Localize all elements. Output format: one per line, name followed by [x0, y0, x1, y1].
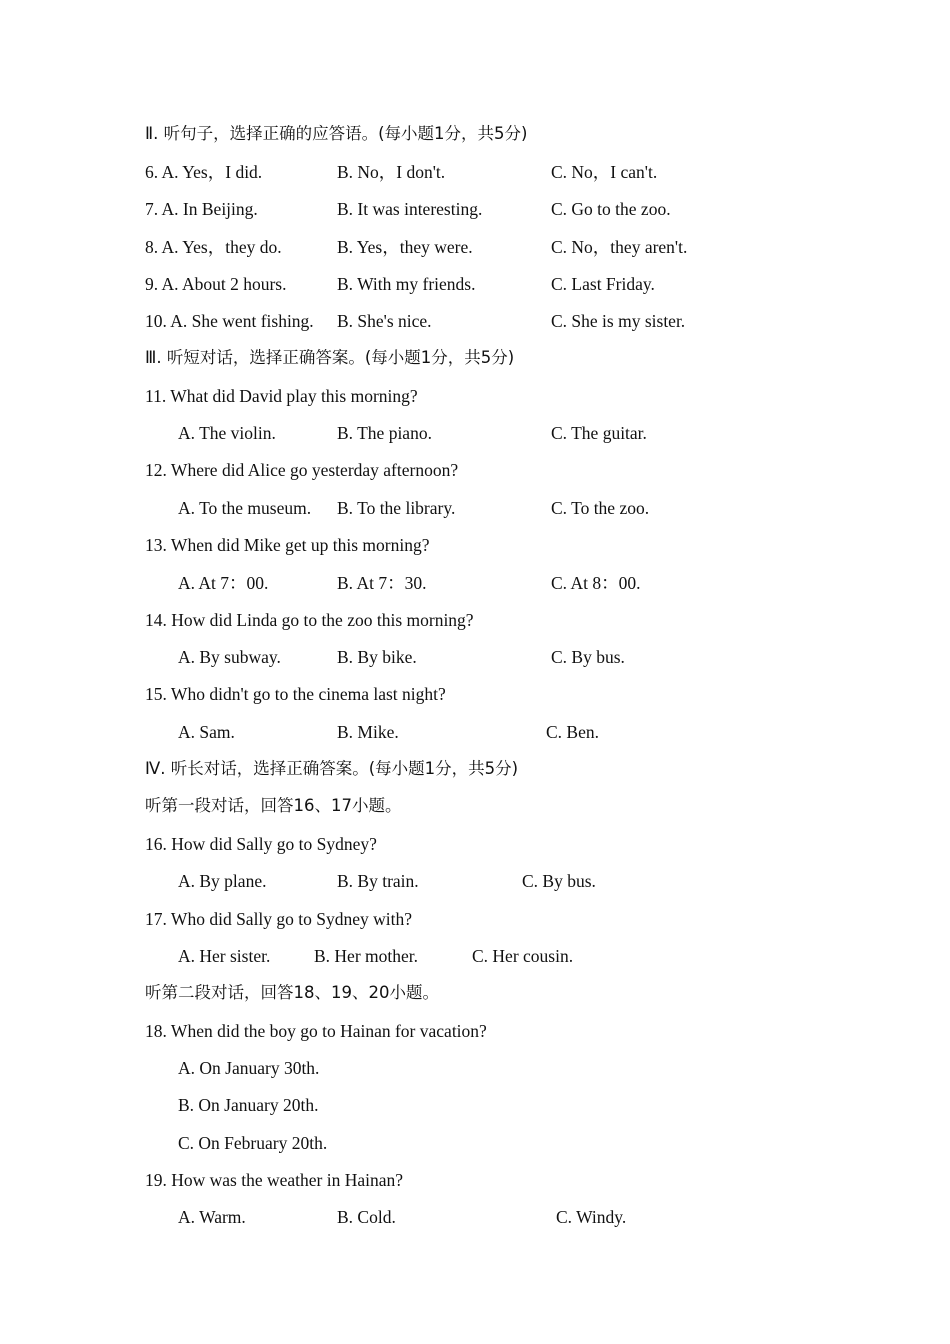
option-c: C. Ben. [546, 722, 599, 742]
option-c: C. Last Friday. [551, 274, 655, 294]
question-6 [0, 159, 950, 185]
option-c: C. Go to the zoo. [551, 199, 671, 219]
option-b: B. Cold. [337, 1207, 396, 1227]
part-2-intro-text: 听第二段对话，回答18、19、20小题。 [145, 983, 439, 1002]
question-12-options [0, 495, 950, 521]
option-c: C. No，I can't. [551, 162, 658, 182]
part-1-intro-text: 听第一段对话，回答16、17小题。 [145, 796, 402, 815]
question-17-stem [0, 906, 950, 932]
question-19-options [0, 1204, 950, 1230]
option-c: C. At 8：00. [551, 573, 641, 593]
question-19-stem [0, 1167, 950, 1193]
option-b: B. To the library. [337, 498, 456, 518]
part-2-intro [0, 980, 950, 1006]
question-16-options [0, 868, 950, 894]
question-text: 14. How did Linda go to the zoo this morning? [145, 610, 474, 630]
question-12-stem [0, 457, 950, 483]
question-14-stem [0, 607, 950, 633]
question-text: 17. Who did Sally go to Sydney with? [145, 909, 413, 929]
section-3-title-text: Ⅲ. 听短对话，选择正确答案。(每小题1分，共5分) [145, 348, 515, 367]
section-4-title [0, 756, 950, 782]
option-b: B. By bike. [337, 647, 417, 667]
question-text: 11. What did David play this morning? [145, 386, 418, 406]
option-a: A. Warm. [178, 1207, 246, 1227]
question-13-options [0, 570, 950, 596]
question-14-options [0, 644, 950, 670]
option-b: B. No，I don't. [337, 162, 446, 182]
question-18-option-a [0, 1055, 950, 1081]
question-15-stem [0, 681, 950, 707]
option-a: 10. A. She went fishing. [145, 311, 314, 331]
question-17-options [0, 943, 950, 969]
question-text: 16. How did Sally go to Sydney? [145, 834, 377, 854]
question-15-options [0, 719, 950, 745]
question-8 [0, 234, 950, 260]
question-18-stem [0, 1018, 950, 1044]
option-c: C. Windy. [556, 1207, 627, 1227]
option-a: A. To the museum. [178, 498, 312, 518]
section-2-title-text: Ⅱ. 听句子，选择正确的应答语。(每小题1分，共5分) [145, 124, 528, 143]
section-4-title-text: Ⅳ. 听长对话，选择正确答案。(每小题1分，共5分) [145, 759, 519, 778]
option-c: C. The guitar. [551, 423, 647, 443]
option-a: A. On January 30th. [178, 1058, 320, 1078]
option-a: 8. A. Yes，they do. [145, 237, 282, 257]
question-text: 19. How was the weather in Hainan? [145, 1170, 404, 1190]
option-c: C. No，they aren't. [551, 237, 688, 257]
question-11-stem [0, 383, 950, 409]
option-a: A. Sam. [178, 722, 235, 742]
option-c: C. On February 20th. [178, 1133, 328, 1153]
question-18-option-b [0, 1092, 950, 1118]
option-b: B. Her mother. [314, 946, 419, 966]
section-2-title [0, 121, 950, 147]
option-b: B. Mike. [337, 722, 399, 742]
option-a: A. At 7：00. [178, 573, 269, 593]
option-b: B. The piano. [337, 423, 432, 443]
option-c: C. Her cousin. [472, 946, 574, 966]
question-text: 12. Where did Alice go yesterday afternoon? [145, 460, 459, 480]
option-a: A. By plane. [178, 871, 267, 891]
option-c: C. By bus. [551, 647, 625, 667]
question-7 [0, 196, 950, 222]
option-b: B. It was interesting. [337, 199, 483, 219]
option-a: A. Her sister. [178, 946, 271, 966]
option-a: 6. A. Yes，I did. [145, 162, 263, 182]
option-b: B. By train. [337, 871, 419, 891]
option-b: B. At 7：30. [337, 573, 427, 593]
option-b: B. With my friends. [337, 274, 476, 294]
option-c: C. By bus. [522, 871, 596, 891]
question-text: 18. When did the boy go to Hainan for vacation? [145, 1021, 487, 1041]
section-3-title [0, 345, 950, 371]
question-text: 13. When did Mike get up this morning? [145, 535, 430, 555]
question-18-option-c [0, 1130, 950, 1156]
question-10 [0, 308, 950, 334]
option-b: B. She's nice. [337, 311, 432, 331]
option-a: 9. A. About 2 hours. [145, 274, 287, 294]
option-c: C. To the zoo. [551, 498, 650, 518]
question-9 [0, 271, 950, 297]
option-b: B. Yes，they were. [337, 237, 473, 257]
question-13-stem [0, 532, 950, 558]
option-a: A. The violin. [178, 423, 276, 443]
option-a: A. By subway. [178, 647, 281, 667]
option-b: B. On January 20th. [178, 1095, 319, 1115]
question-11-options [0, 420, 950, 446]
part-1-intro [0, 793, 950, 819]
option-c: C. She is my sister. [551, 311, 686, 331]
question-16-stem [0, 831, 950, 857]
option-a: 7. A. In Beijing. [145, 199, 258, 219]
question-text: 15. Who didn't go to the cinema last night? [145, 684, 446, 704]
